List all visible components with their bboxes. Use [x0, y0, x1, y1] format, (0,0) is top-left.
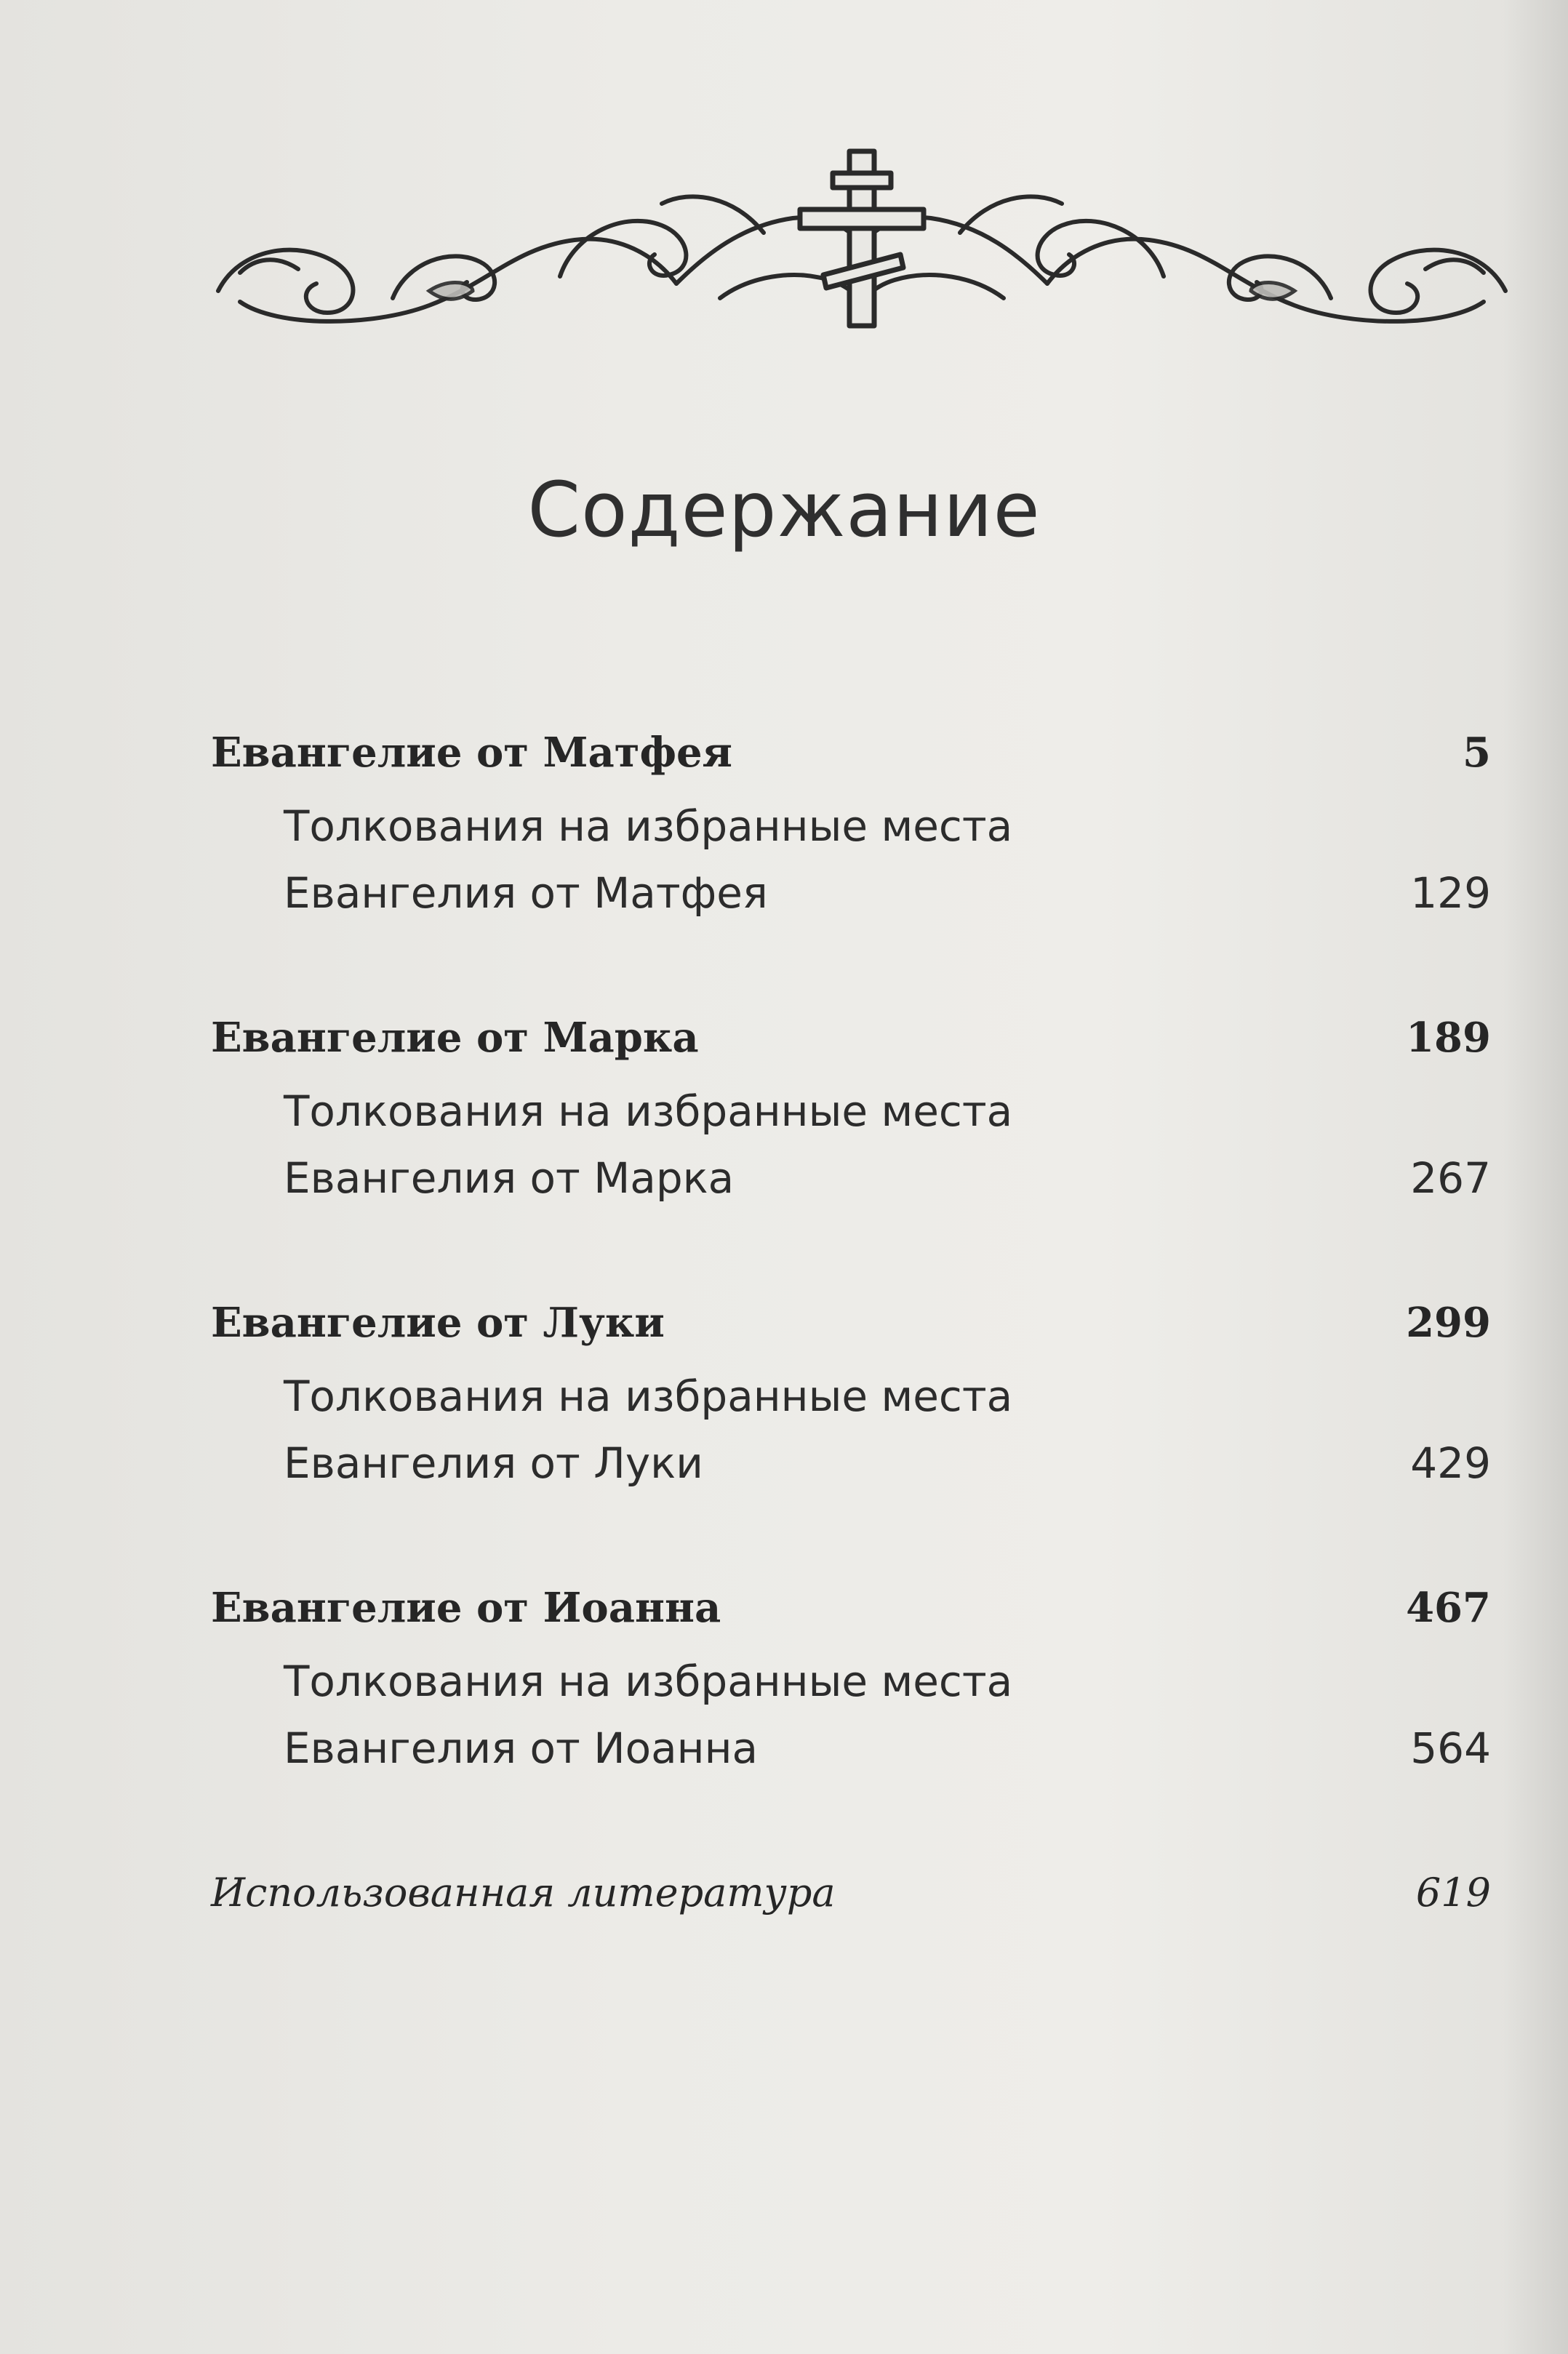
toc-page-number: 189 — [1406, 1014, 1491, 1062]
toc-entry-commentary — [211, 1145, 1491, 1212]
dot-leader — [711, 1440, 1403, 1482]
toc-page-number: 129 — [1410, 868, 1491, 918]
toc-entry-book — [211, 713, 1491, 793]
toc-entry-commentary-line1: Толкования на избранные места — [284, 1372, 1013, 1421]
page-title: Содержание — [527, 465, 1041, 554]
page-edge-shadow — [1503, 0, 1568, 2354]
toc-entry-commentary — [211, 1715, 1491, 1782]
toc-entry-book — [211, 1568, 1491, 1648]
toc-page-number: 429 — [1410, 1438, 1491, 1488]
toc-section-luke — [211, 1283, 1491, 1497]
table-of-contents — [211, 713, 1491, 1933]
toc-page-number: 564 — [1410, 1724, 1491, 1773]
toc-entry-commentary-line1: Толкования на избранные места — [284, 1657, 1013, 1706]
toc-entry-book — [211, 1283, 1491, 1363]
toc-entry-commentary-line1: Толкования на избранные места — [284, 1086, 1013, 1136]
dot-leader — [740, 730, 1455, 771]
toc-entry-commentary — [211, 1430, 1491, 1497]
toc-entry-label: Евангелия от Иоанна — [284, 1724, 759, 1773]
toc-entry-commentary — [211, 860, 1491, 926]
dot-leader — [728, 1585, 1399, 1626]
toc-page-number: 467 — [1406, 1584, 1491, 1632]
dot-leader — [843, 1871, 1409, 1910]
toc-page-number: 619 — [1415, 1870, 1491, 1915]
toc-entry-label: Евангелия от Марка — [284, 1153, 735, 1203]
dot-leader — [765, 1725, 1403, 1767]
toc-entry-literature — [211, 1853, 1491, 1933]
toc-entry-book — [211, 998, 1491, 1078]
toc-entry-label: Евангелие от Иоанна — [211, 1584, 721, 1632]
toc-entry-label: Евангелия от Матфея — [284, 868, 768, 918]
toc-page-number: 299 — [1406, 1299, 1491, 1347]
dot-leader — [672, 1300, 1399, 1341]
cross-ornament-icon — [211, 145, 1513, 335]
toc-entry-label: Евангелие от Луки — [211, 1299, 665, 1347]
toc-entry-label: Евангелия от Луки — [284, 1438, 703, 1488]
toc-page-number: 5 — [1463, 729, 1491, 777]
dot-leader — [741, 1155, 1403, 1197]
toc-page-number: 267 — [1410, 1153, 1491, 1203]
dot-leader — [775, 870, 1403, 912]
toc-section-john — [211, 1568, 1491, 1782]
toc-entry-label: Евангелие от Марка — [211, 1014, 699, 1062]
toc-section-matthew — [211, 713, 1491, 926]
dot-leader — [706, 1015, 1399, 1056]
toc-section-mark — [211, 998, 1491, 1212]
toc-entry-label: Использованная литература — [211, 1870, 836, 1915]
toc-entry-commentary-line1: Толкования на избранные места — [284, 801, 1013, 851]
toc-entry-label: Евангелие от Матфея — [211, 729, 732, 777]
